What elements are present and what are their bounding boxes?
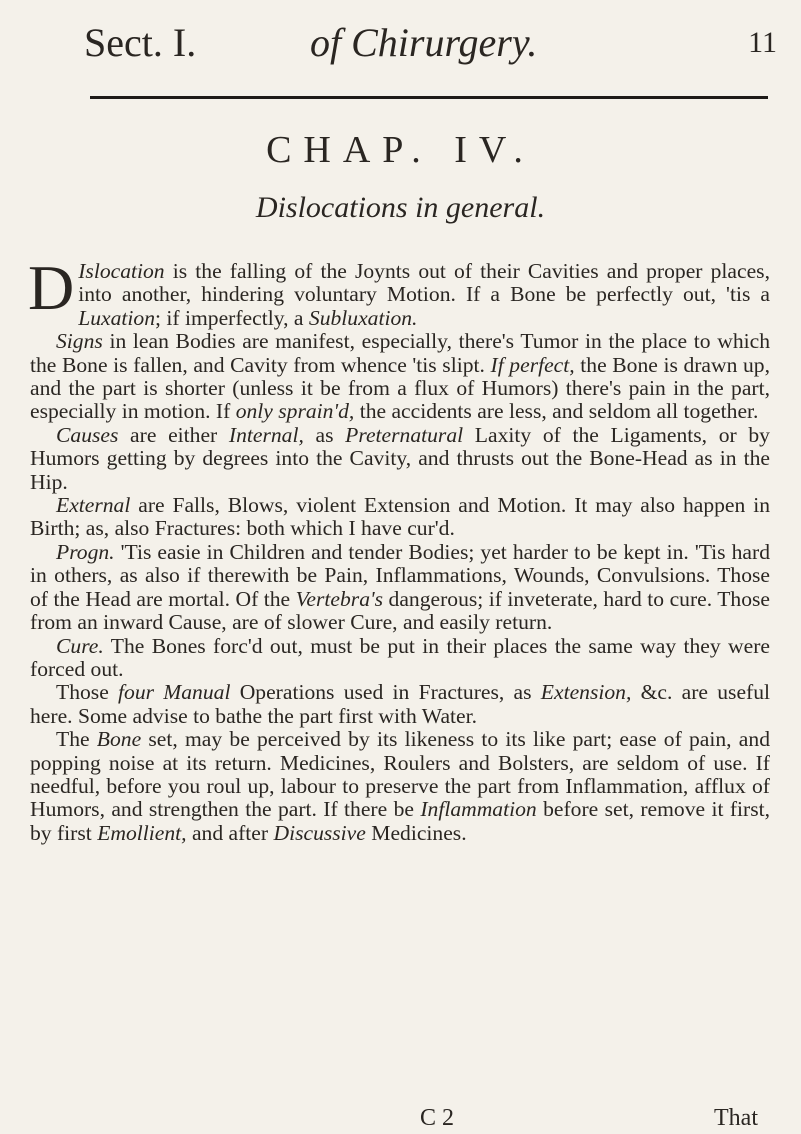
paragraph [30, 635, 770, 682]
paragraph [30, 330, 770, 424]
text-run: the accidents are less, and seldom all together. [354, 399, 759, 424]
paragraph [30, 681, 770, 728]
italic-text: Subluxation. [308, 305, 418, 330]
text-run: Operations used in Fractures, as [230, 680, 541, 705]
text-run: Those [56, 680, 119, 705]
text-run: are Falls, Blows, violent Extension and Motion. It may also happen in Birth; as, also Fractures: both which I have cur'd. [30, 493, 770, 541]
text-run: before set, remove it first, by first [30, 797, 771, 845]
paragraph [30, 728, 770, 845]
page-number: 11 [748, 26, 777, 59]
italic-text: Islocation [78, 259, 165, 283]
italic-text: Signs [56, 329, 103, 354]
page-footer [0, 1104, 801, 1132]
text-run: Medicines. [365, 820, 467, 845]
paragraph [30, 494, 770, 541]
text-run: as [303, 422, 346, 447]
italic-text: only sprain'd, [235, 399, 355, 424]
italic-text: Causes [56, 422, 119, 447]
running-head-section: Sect. I. [84, 20, 197, 65]
text-run: are either [118, 422, 229, 447]
catchword: That [714, 1105, 758, 1131]
body-text [28, 252, 771, 845]
italic-text: Vertebra's [295, 586, 384, 611]
running-head [84, 14, 781, 72]
italic-text: Progn. [56, 539, 115, 564]
italic-text: Bone [96, 727, 142, 752]
text-run: the Bone is drawn up, and the part is shorter (unless it be from a flux of Humors) there's pain in the part, especially in motion. If [30, 352, 771, 424]
text-run: Laxity of the Ligaments, or by Humors getting by degrees into the Cavity, and thrusts out the Bone-Head as in the Hip. [30, 422, 770, 494]
italic-text: Internal, [228, 422, 304, 447]
chapter-heading: CHAP. IV. [266, 129, 535, 171]
paragraph [30, 541, 770, 635]
text-run: is the falling of the Joynts out of their Cavities and proper places, into another, hindering voluntary Motion. If a Bone be perfectly out, 'tis a [78, 259, 770, 307]
italic-text: Discussive [273, 820, 366, 845]
text-run: set, may be perceived by its likeness to its like part; ease of pain, and popping noise at its return. Medicines, Roulers and Bolsters, are seldom of use. If needful, before you roul up, labour to preserve the part from Inflammation, afflux of Humors, and strengthen the part. If there be [30, 727, 770, 822]
italic-text: four Manual [118, 680, 231, 705]
italic-text: External [56, 493, 131, 518]
italic-text: If perfect, [490, 352, 575, 377]
italic-text: Cure. [56, 633, 104, 658]
italic-text: Inflammation [420, 797, 537, 822]
paragraph [28, 252, 770, 330]
text-run: The Bones forc'd out, must be put in their places the same way they were forced out. [30, 633, 770, 681]
text-run: ; if imperfectly, a [155, 305, 309, 330]
italic-text: Preternatural [345, 422, 464, 447]
text-run: 'Tis easie in Children and tender Bodies; yet harder to be kept in. 'Tis hard in others, as also if therewith be Pain, Inflammations, Wounds, Convulsions. Those of the Head are mortal. Of the [30, 539, 770, 611]
signature-mark: C 2 [420, 1105, 455, 1131]
chapter-subtitle: Dislocations in general. [255, 191, 546, 224]
italic-text: Extension, [540, 680, 632, 705]
running-head-title: of Chirurgery. [310, 20, 538, 65]
text-run: The [56, 727, 97, 752]
text-run: &c. are useful here. Some advise to bathe the part first with Water. [30, 680, 771, 728]
text-run: in lean Bodies are manifest, especially, there's Tumor in the place to which the Bone is fallen, and Cavity from whence 'tis slipt. [30, 329, 770, 377]
text-run: and after [186, 820, 274, 845]
drop-cap: D [28, 252, 75, 323]
paragraph [30, 424, 770, 494]
text-run: dangerous; if inveterate, hard to cure. Those from an inward Cause, are of slower Cure, and easily return. [30, 586, 770, 635]
italic-text: Luxation [78, 305, 155, 330]
header-rule [90, 96, 768, 99]
italic-text: Emollient, [97, 820, 187, 845]
